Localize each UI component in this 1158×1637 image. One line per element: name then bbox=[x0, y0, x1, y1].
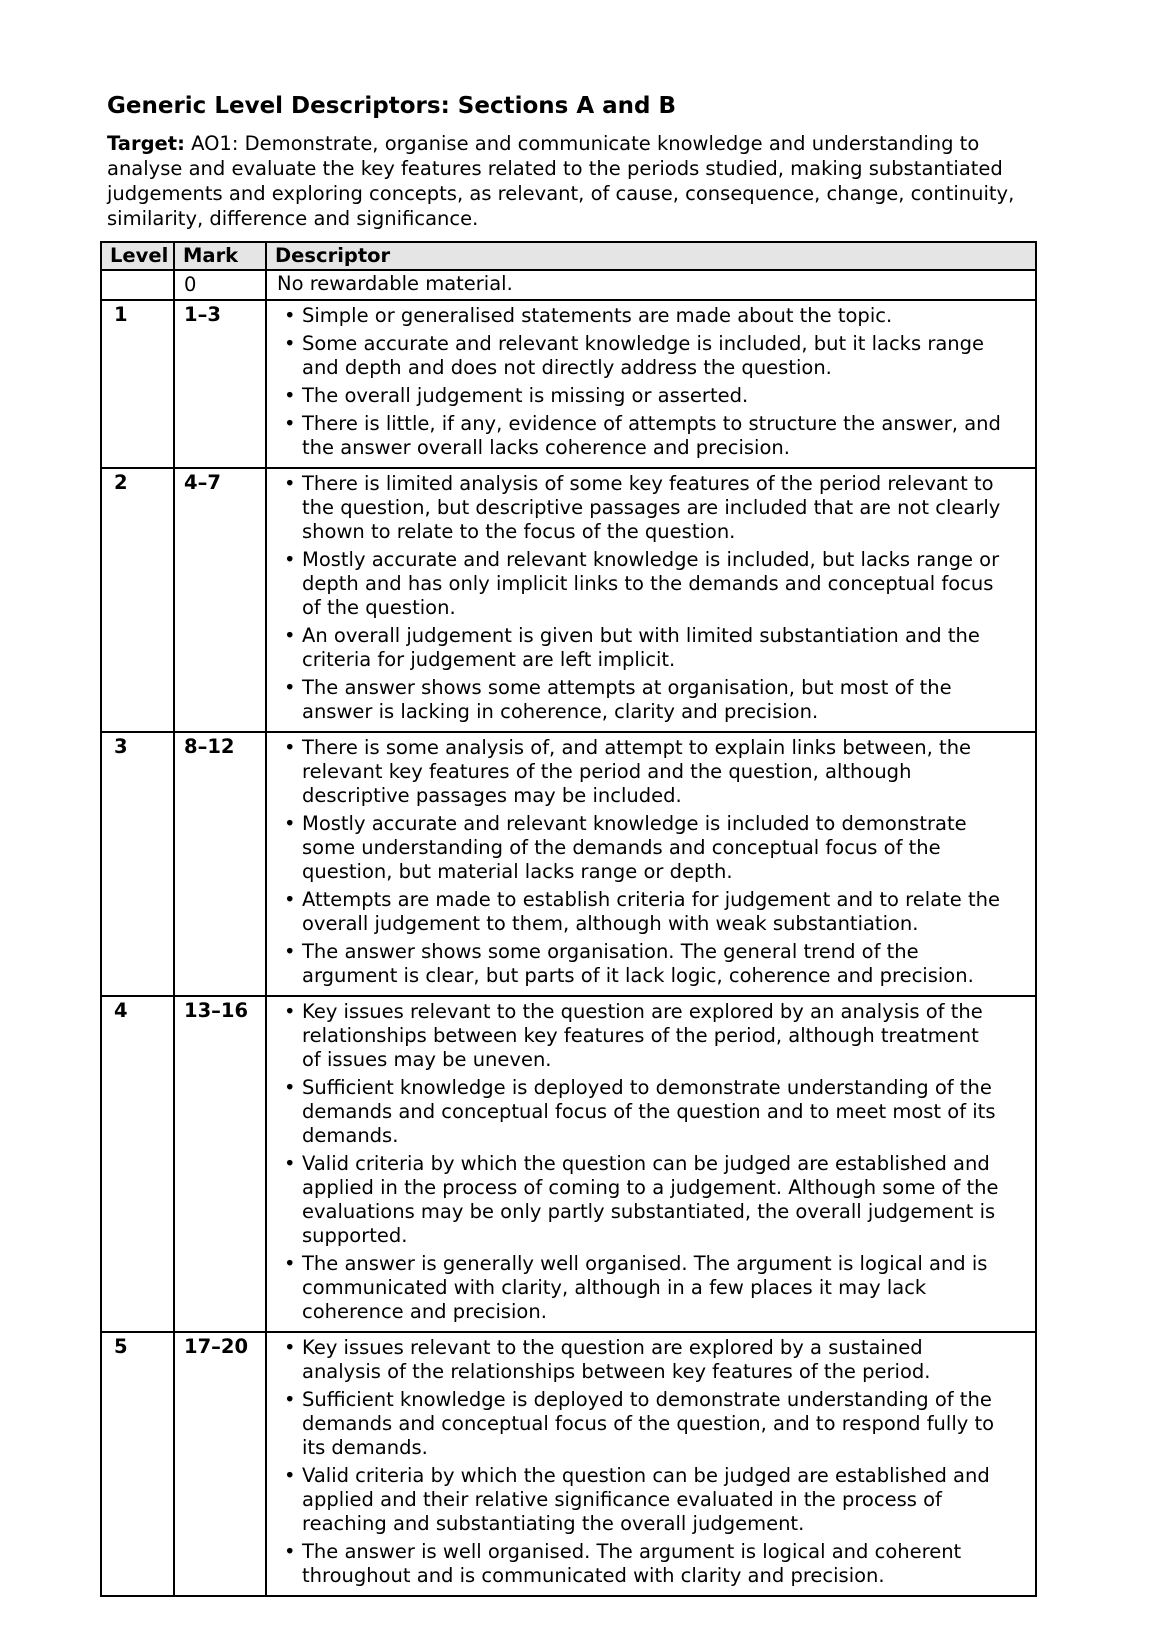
descriptor-bullet: • Attempts are made to establish criteria for judgement and to relate the overall judgement to them, although with weak substantiation. bbox=[275, 888, 1001, 936]
descriptor-bullet: • The answer is well organised. The argument is logical and coherent throughout and is communicated with clarity and precision. bbox=[275, 1540, 1001, 1588]
mark-cell: 17–20 bbox=[174, 1332, 266, 1596]
descriptor-bullet: • The overall judgement is missing or asserted. bbox=[275, 384, 1001, 408]
descriptor-bullet-list bbox=[275, 472, 1001, 724]
descriptor-cell bbox=[266, 300, 1036, 468]
level-cell: 2 bbox=[101, 468, 174, 732]
target-label: Target: bbox=[107, 132, 185, 155]
descriptor-bullet: • The answer is generally well organised. The argument is logical and is communicated with clarity, although in a few places it may lack coherence and precision. bbox=[275, 1252, 1001, 1324]
column-header-descriptor: Descriptor bbox=[266, 242, 1036, 270]
table-body bbox=[101, 270, 1036, 1596]
target-text: AO1: Demonstrate, organise and communicate knowledge and understanding to analyse and evaluate the key features related to the periods studied, making substantiated judgements and exploring concepts, as relevant, of cause, consequence, change, continuity, similarity, difference and significance. bbox=[107, 132, 1015, 230]
level-descriptors-table bbox=[100, 241, 1037, 1597]
descriptor-bullet: • Simple or generalised statements are made about the topic. bbox=[275, 304, 1001, 328]
descriptor-bullet: • An overall judgement is given but with limited substantiation and the criteria for judgement are left implicit. bbox=[275, 624, 1001, 672]
descriptor-bullet: • Sufficient knowledge is deployed to demonstrate understanding of the demands and conceptual focus of the question, and to respond fully to its demands. bbox=[275, 1388, 1001, 1460]
level-cell: 4 bbox=[101, 996, 174, 1332]
descriptor-bullet: • There is some analysis of, and attempt to explain links between, the relevant key features of the period and the question, although descriptive passages may be included. bbox=[275, 736, 1001, 808]
column-header-mark: Mark bbox=[174, 242, 266, 270]
descriptor-bullet-list bbox=[275, 736, 1001, 988]
descriptor-bullet: • Valid criteria by which the question can be judged are established and applied and their relative significance evaluated in the process of reaching and substantiating the overall judgement. bbox=[275, 1464, 1001, 1536]
descriptor-bullet: • Key issues relevant to the question are explored by a sustained analysis of the relationships between key features of the period. bbox=[275, 1336, 1001, 1384]
descriptor-text: No rewardable material. bbox=[277, 272, 513, 295]
mark-cell: 4–7 bbox=[174, 468, 266, 732]
page-title: Generic Level Descriptors: Sections A and B bbox=[107, 93, 677, 119]
descriptor-bullet: • The answer shows some attempts at organisation, but most of the answer is lacking in coherence, clarity and precision. bbox=[275, 676, 1001, 724]
descriptor-bullet-list bbox=[275, 1336, 1001, 1588]
table-row bbox=[101, 732, 1036, 996]
mark-cell: 1–3 bbox=[174, 300, 266, 468]
table-row bbox=[101, 270, 1036, 300]
descriptor-bullet: • Valid criteria by which the question can be judged are established and applied in the process of coming to a judgement. Although some of the evaluations may be only partly substantiated, the overall judgement is supported. bbox=[275, 1152, 1001, 1248]
mark-cell: 8–12 bbox=[174, 732, 266, 996]
table-row bbox=[101, 996, 1036, 1332]
descriptor-bullet: • Sufficient knowledge is deployed to demonstrate understanding of the demands and conceptual focus of the question and to meet most of its demands. bbox=[275, 1076, 1001, 1148]
descriptor-cell bbox=[266, 732, 1036, 996]
descriptor-cell bbox=[266, 468, 1036, 732]
descriptor-bullet: • Mostly accurate and relevant knowledge is included, but lacks range or depth and has only implicit links to the demands and conceptual focus of the question. bbox=[275, 548, 1001, 620]
descriptor-bullet: • Mostly accurate and relevant knowledge is included to demonstrate some understanding of the demands and conceptual focus of the question, but material lacks range or depth. bbox=[275, 812, 1001, 884]
descriptor-bullet: • Key issues relevant to the question are explored by an analysis of the relationships between key features of the period, although treatment of issues may be uneven. bbox=[275, 1000, 1001, 1072]
descriptor-bullet-list bbox=[275, 304, 1001, 460]
table-row bbox=[101, 1332, 1036, 1596]
table-header-row bbox=[101, 242, 1036, 270]
descriptor-bullet: • The answer shows some organisation. The general trend of the argument is clear, but parts of it lack logic, coherence and precision. bbox=[275, 940, 1001, 988]
level-cell bbox=[101, 270, 174, 300]
descriptor-cell bbox=[266, 996, 1036, 1332]
descriptor-bullet: • There is little, if any, evidence of attempts to structure the answer, and the answer overall lacks coherence and precision. bbox=[275, 412, 1001, 460]
level-cell: 5 bbox=[101, 1332, 174, 1596]
table-row bbox=[101, 300, 1036, 468]
mark-cell: 0 bbox=[174, 270, 266, 300]
level-cell: 3 bbox=[101, 732, 174, 996]
table-row bbox=[101, 468, 1036, 732]
descriptor-bullet-list bbox=[275, 1000, 1001, 1324]
descriptor-cell bbox=[266, 270, 1036, 300]
descriptor-bullet: • Some accurate and relevant knowledge is included, but it lacks range and depth and does not directly address the question. bbox=[275, 332, 1001, 380]
mark-cell: 13–16 bbox=[174, 996, 266, 1332]
descriptor-cell bbox=[266, 1332, 1036, 1596]
target-paragraph bbox=[107, 131, 1022, 231]
level-cell: 1 bbox=[101, 300, 174, 468]
descriptor-bullet: • There is limited analysis of some key features of the period relevant to the question, but descriptive passages are included that are not clearly shown to relate to the focus of the question. bbox=[275, 472, 1001, 544]
column-header-level: Level bbox=[101, 242, 174, 270]
